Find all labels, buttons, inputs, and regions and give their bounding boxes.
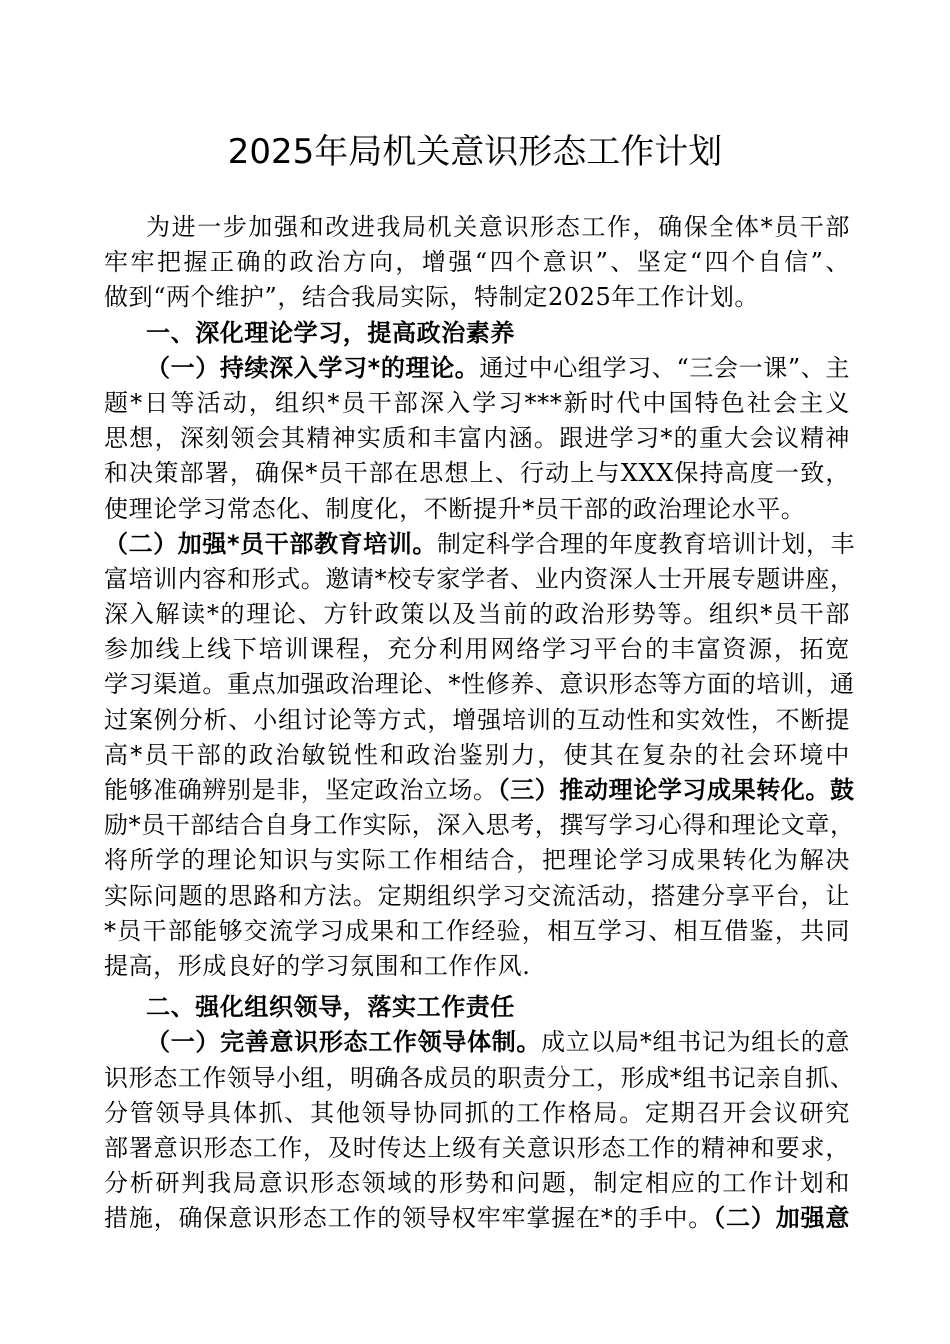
item-text: 成立以局*组书记为组长的意 <box>541 1028 850 1057</box>
paragraph-line: 思想，深刻领会其精神实质和丰富内涵。跟进学习*的重大会议精神 <box>104 424 850 453</box>
paragraph-line: 励*员干部结合自身工作实际，深入思考，撰写学习心得和理论文章， <box>104 811 855 840</box>
paragraph-line: 深入解读*的理论、方针政策以及当前的政治形势等。组织*员干部 <box>104 600 850 629</box>
paragraph-line: 识形态工作领导小组，明确各成员的职责分工，形成*组书记亲自抓、 <box>104 1063 855 1092</box>
paragraph-line: 使理论学习常态化、制度化，不断提升*员干部的政治理论水平。 <box>104 494 806 523</box>
paragraph-line: 分管领导具体抓、其他领导协同抓的工作格局。定期召开会议研究 <box>104 1098 850 1127</box>
paragraph-line: 过案例分析、小组讨论等方式，增强培训的互动性和实效性，不断提 <box>104 705 850 734</box>
item-text: 通过中心组学习、“三会一课”、主 <box>479 353 850 382</box>
paragraph-line <box>104 527 856 562</box>
paragraph-line: 高*员干部的政治敏锐性和政治鉴别力，使其在复杂的社会环境中 <box>104 740 850 769</box>
paragraph-line: 部署意识形态工作，及时传达上级有关意识形态工作的精神和要求， <box>104 1133 850 1162</box>
paragraph-line <box>104 773 855 808</box>
item-title: （一）持续深入学习*的理论。 <box>146 353 480 382</box>
intro-line: 为进一步加强和改进我局机关意识形态工作，确保全体*员干部 <box>146 213 850 241</box>
paragraph-line: 提高，形成良好的学习氛围和工作作风. <box>104 951 531 980</box>
paragraph-line: 和决策部署，确保*员干部在思想上、行动上与XXX保持高度一致， <box>104 459 850 488</box>
item-title: （二）加强*员干部教育培训。 <box>104 529 437 558</box>
intro-line: 牢牢把握正确的政治方向，增强“四个意识”、坚定“四个自信”、 <box>104 248 850 277</box>
paragraph-line: 富培训内容和形式。邀请*校专家学者、业内资深人士开展专题讲座， <box>104 564 855 593</box>
paragraph-line: 题*日等活动，组织*员干部深入学习***新时代中国特色社会主义 <box>104 388 850 417</box>
section-heading: 二、强化组织领导，落实工作责任 <box>146 993 515 1022</box>
item-title: 鼓 <box>830 776 855 804</box>
paragraph-line: *员干部能够交流学习成果和工作经验，相互学习、相互借鉴，共同 <box>104 916 850 945</box>
section-heading: 一、深化理论学习，提高政治素养 <box>146 318 515 347</box>
paragraph-line: 将所学的理论知识与实际工作相结合，把理论学习成果转化为解决 <box>104 846 850 875</box>
paragraph-line: 学习渠道。重点加强政治理论、*性修养、意识形态等方面的培训，通 <box>104 670 855 699</box>
item-text: 能够准确辨别是非，坚定政治立场。 <box>104 776 498 804</box>
paragraph-line <box>104 1025 850 1060</box>
paragraph-line <box>104 1201 850 1236</box>
item-title: （一）完善意识形态工作领导体制。 <box>146 1028 542 1057</box>
item-text: 制定科学合理的年度教育培训计划，丰 <box>436 529 856 558</box>
item-title: （三）推动理论学习成果转化。 <box>497 776 831 804</box>
paragraph-line: 分析研判我局意识形态领域的形势和问题，制定相应的工作计划和 <box>104 1169 850 1198</box>
paragraph-line: 参加线上线下培训课程，充分利用网络学习平台的丰富资源，拓宽 <box>104 635 850 664</box>
paragraph-line <box>104 351 850 386</box>
document-body <box>104 210 856 1236</box>
intro-line: 做到“两个维护”，结合我局实际，特制定2025年工作计划。 <box>104 283 760 312</box>
paragraph-line: 实际问题的思路和方法。定期组织学习交流活动，搭建分享平台，让 <box>104 881 850 910</box>
item-text: 措施，确保意识形态工作的领导权牢牢掌握在*的手中。 <box>104 1204 714 1233</box>
item-title: （二）加强意 <box>713 1204 851 1233</box>
document-title: 2025年局机关意识形态工作计划 <box>227 132 723 172</box>
